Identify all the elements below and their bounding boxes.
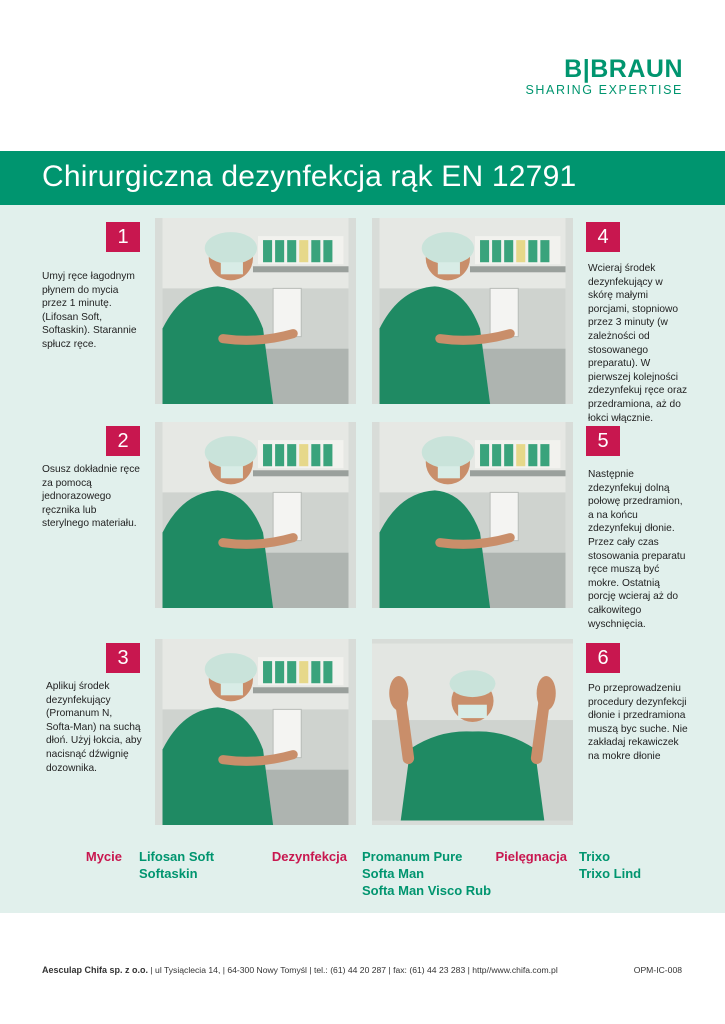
product-item: Softaskin (139, 866, 198, 881)
step-4-image (372, 218, 573, 404)
page-title: Chirurgiczna dezynfekcja rąk EN 12791 (42, 160, 577, 193)
step-2-image (155, 422, 356, 608)
logo-wordmark: B|BRAUN (564, 55, 683, 83)
products-disinfection-label: Dezynfekcja (271, 849, 347, 864)
product-item: Promanum Pure (362, 849, 463, 864)
step-6-photo (372, 639, 573, 825)
step-3-text: Aplikuj środek dezynfekujący (Promanum N, Softa-Man) na suchą dłoń. Użyj łokcia, aby nacisnąć dźwignię dozownika. (46, 681, 142, 774)
products-washing-label: Mycie (85, 849, 122, 864)
step-1-image (155, 218, 356, 404)
step-4-photo (372, 218, 573, 404)
step-1-photo (155, 218, 356, 404)
products-disinfection-list (362, 848, 502, 899)
step-4-text: Wcieraj środek dezynfekujący w skórę małymi porcjami, stopniowo przez 3 minuty (w zależności od stosowanego preparatu). W pierwszej kolejności zdezynfekuj ręce oraz przedramiona, aż do łokci włącznie. (588, 263, 688, 424)
step-4-badge: 4 (586, 222, 620, 252)
step-2-badge: 2 (106, 426, 140, 456)
product-item: Softa Man Visco Rub (362, 883, 492, 898)
footer-address: ul Tysiąclecia 14, | 64-300 Nowy Tomyśl | tel.: (61) 44 20 287 | fax: (61) 44 23 283 | http//www.chifa.com.pl (155, 965, 558, 975)
product-item: Softa Man (362, 866, 425, 881)
step-2-photo (155, 422, 356, 608)
logo-tagline: SHARING EXPERTISE (525, 83, 683, 97)
footer-doc-code: OPM-IC-008 (633, 965, 682, 975)
step-3-photo (155, 639, 356, 825)
step-5-image (372, 422, 573, 608)
step-6-text: Po przeprowadzeniu procedury dezynfekcji dłonie i przedramiona muszą byc suche. Nie zakładaj rekawiczek na mokre dłonie (588, 683, 688, 762)
step-1-text: Umyj ręce łagodnym płynem do mycia przez 1 minutę. (Lifosan Soft, Softaskin). Starannie spłucz ręce. (42, 271, 137, 350)
step-5-photo (372, 422, 573, 608)
step-5-text: Następnie zdezynfekuj dolną połowę przedramion, a na końcu zdezynfekuj dłonie. Przez cały czas stosowania preparatu ręce muszą być mokre. Ostatnią porcję wcieraj aż do całkowitego wyschnięcia. (588, 469, 686, 630)
step-5-badge: 5 (586, 426, 620, 456)
step-2-text: Osusz dokładnie ręce za pomocą jednorazowego ręcznika lub sterylnego materiału. (42, 464, 140, 530)
product-item: Lifosan Soft (139, 849, 215, 864)
bbraun-logo (525, 56, 683, 97)
footer-separator: | (150, 965, 156, 975)
title-band (0, 151, 725, 205)
step-6-image (372, 639, 573, 825)
products-washing-list (139, 848, 269, 882)
products-care-label: Pielęgnacja (495, 849, 567, 864)
step-6-badge: 6 (586, 643, 620, 673)
step-1-badge: 1 (106, 222, 140, 252)
products-care-list (579, 848, 679, 882)
footer-company: Aesculap Chifa sp. z o.o. (42, 965, 149, 975)
footer (42, 965, 682, 975)
step-3-image (155, 639, 356, 825)
product-item: Trixo Lind (579, 866, 642, 881)
step-3-badge: 3 (106, 643, 140, 673)
product-item: Trixo (579, 849, 611, 864)
